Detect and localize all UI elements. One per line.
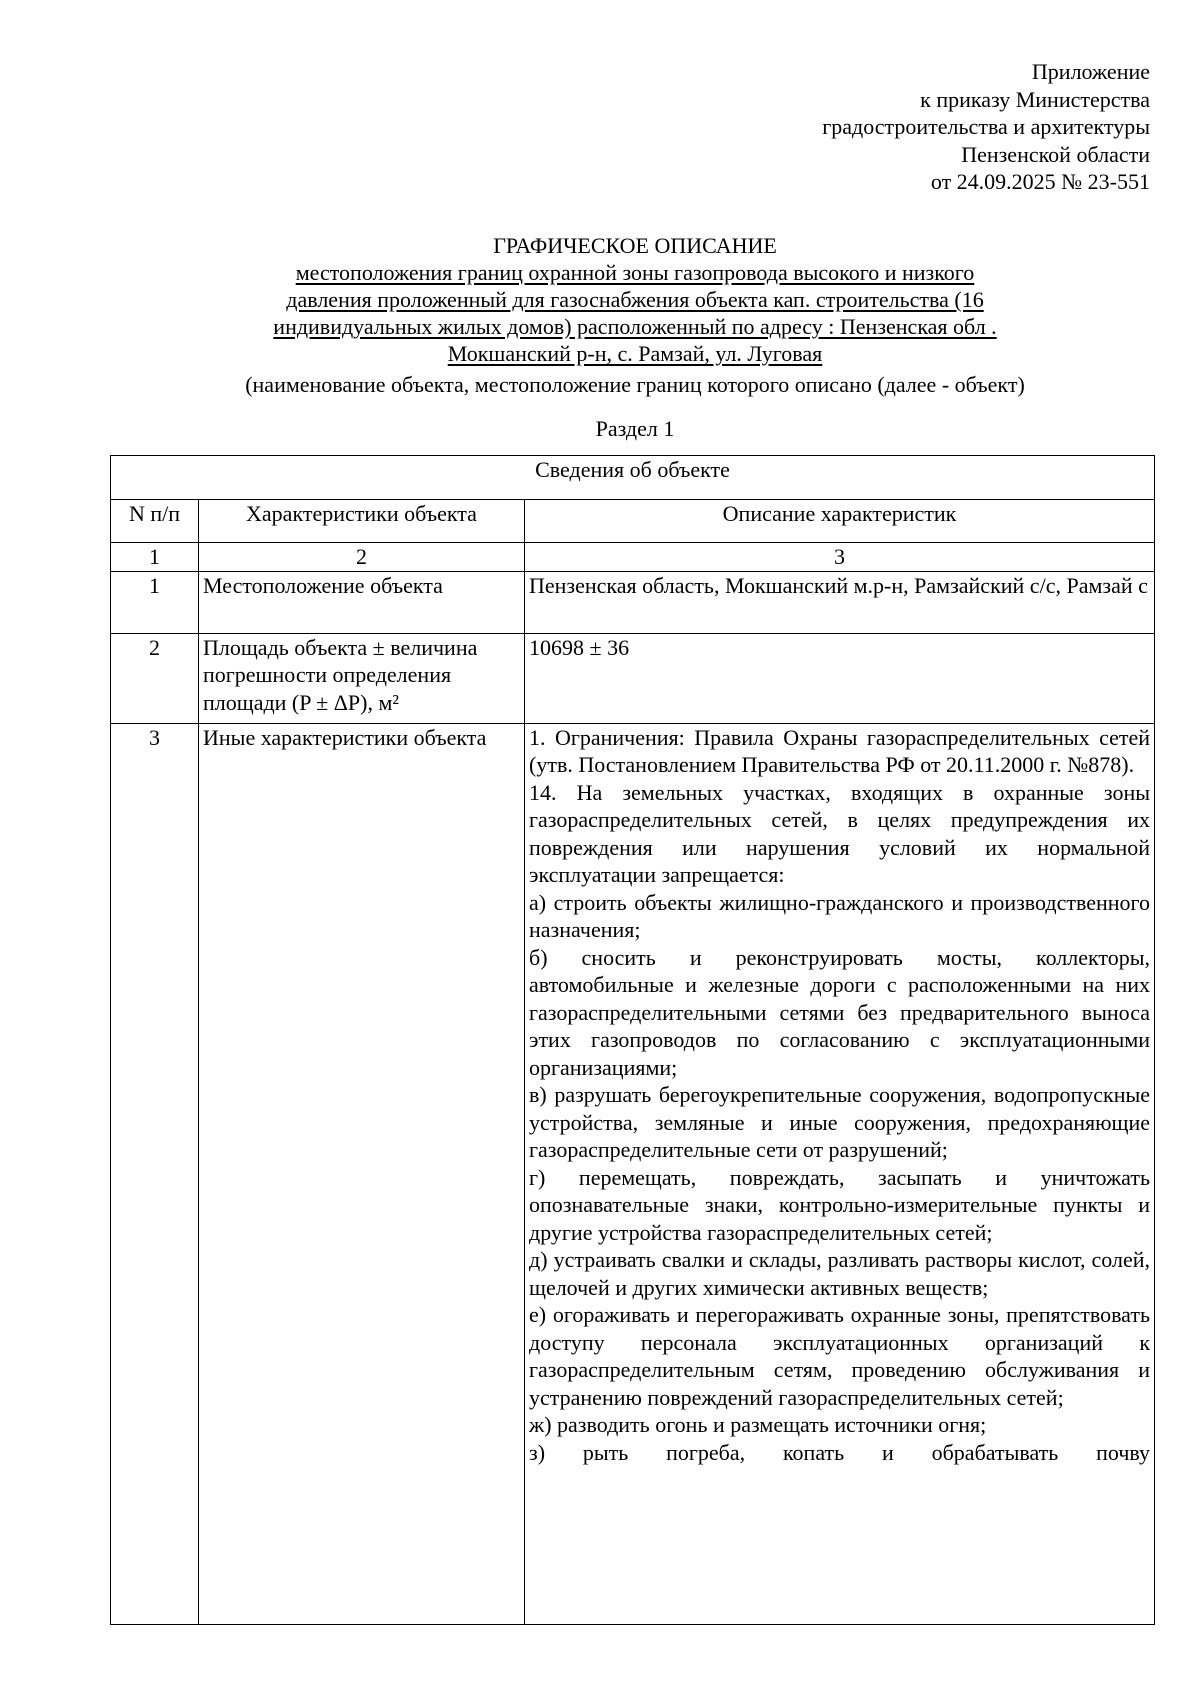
object-name-line: индивидуальных жилых домов) расположенный по адресу : Пензенская обл .	[273, 314, 997, 339]
table-header-row	[111, 500, 1155, 543]
row-number: 3	[111, 723, 199, 1624]
appendix-block	[822, 58, 1150, 196]
appendix-line: к приказу Министерства	[920, 86, 1150, 112]
restriction-paragraph: 1. Ограничения: Правила Охраны газораспределительных сетей (утв. Постановлением Правительства РФ от 20.11.2000 г. №878).	[529, 724, 1151, 777]
row-characteristic: Площадь объекта ± величина погрешности определения площади (P ± ΔP), м²	[199, 633, 525, 723]
restriction-paragraph: ж) разводить огонь и размещать источники огня;	[529, 1412, 987, 1437]
row-characteristic: Иные характеристики объекта	[199, 723, 525, 1624]
table-title-row	[111, 456, 1155, 500]
document-heading: ГРАФИЧЕСКОЕ ОПИСАНИЕ	[493, 233, 777, 258]
column-number: 1	[111, 543, 199, 572]
column-number: 3	[525, 543, 1155, 572]
object-name-line: давления проложенный для газоснабжения объекта кап. строительства (16	[286, 287, 984, 312]
table-row	[111, 723, 1155, 1624]
object-info-table	[110, 455, 1155, 1625]
restriction-paragraph: г) перемещать, повреждать, засыпать и уничтожать опознавательные знаки, контрольно-измерительные пункты и другие устройства газораспределительных сетей;	[529, 1164, 1151, 1245]
table-row	[111, 571, 1155, 633]
header-characteristic: Характеристики объекта	[199, 500, 525, 543]
restriction-paragraph: 14. На земельных участках, входящих в охранные зоны газораспределительных сетей, в целях предупреждения их повреждения или нарушения условий их нормальной эксплуатации запрещается:	[529, 779, 1151, 887]
table-title: Сведения об объекте	[111, 456, 1155, 500]
row-characteristic: Местоположение объекта	[199, 571, 525, 633]
header-description: Описание характеристик	[525, 500, 1155, 543]
object-name	[108, 259, 1162, 367]
restriction-paragraph: е) огораживать и перегораживать охранные зоны, препятствовать доступу персонала эксплуатационных организаций к газораспределительным сетям, проведению обслуживания и устранению повреждений газораспределительных сетей;	[529, 1302, 1151, 1410]
appendix-line: Приложение	[1031, 59, 1150, 84]
object-name-line: Мокшанский р-н, с. Рамзай, ул. Луговая	[447, 341, 823, 366]
document-title-block	[108, 232, 1162, 398]
object-name-caption: (наименование объекта, местоположение границ которого описано (далее - объект)	[245, 372, 1025, 397]
restriction-paragraph: д) устраивать свалки и склады, разливать растворы кислот, солей, щелочей и других химически активных веществ;	[529, 1247, 1151, 1300]
restriction-paragraph: з) рыть погреба, копать и обрабатывать почву	[529, 1439, 1151, 1465]
row-description	[525, 723, 1155, 1624]
row-number: 1	[111, 571, 199, 633]
restrictions-text	[529, 724, 1150, 1467]
appendix-order-date: от 24.09.2025 № 23-551	[930, 169, 1150, 194]
appendix-line: градостроительства и архитектуры	[822, 114, 1150, 139]
header-number: N п/п	[111, 500, 199, 543]
restriction-paragraph: б) сносить и реконструировать мосты, коллекторы, автомобильные и железные дороги с расположенными на них газораспределительными сетями без предварительного выноса этих газопроводов по согласованию с эксплуатационными организациями;	[529, 944, 1151, 1080]
restriction-paragraph: а) строить объекты жилищно-гражданского и производственного назначения;	[529, 889, 1151, 942]
section-title: Раздел 1	[595, 416, 675, 441]
restriction-paragraph: в) разрушать берегоукрепительные сооружения, водопропускные устройства, земляные и иные сооружения, предохраняющие газораспределительные сети от разрушений;	[529, 1082, 1151, 1162]
row-description: 10698 ± 36	[525, 633, 1155, 723]
row-description: Пензенская область, Мокшанский м.р-н, Рамзайский с/с, Рамзай с	[525, 571, 1155, 633]
object-name-line: местоположения границ охранной зоны газопровода высокого и низкого	[295, 260, 975, 285]
column-number-row	[111, 543, 1155, 572]
appendix-line: Пензенской области	[961, 141, 1150, 167]
row-number: 2	[111, 633, 199, 723]
table-row	[111, 633, 1155, 723]
column-number: 2	[199, 543, 525, 572]
